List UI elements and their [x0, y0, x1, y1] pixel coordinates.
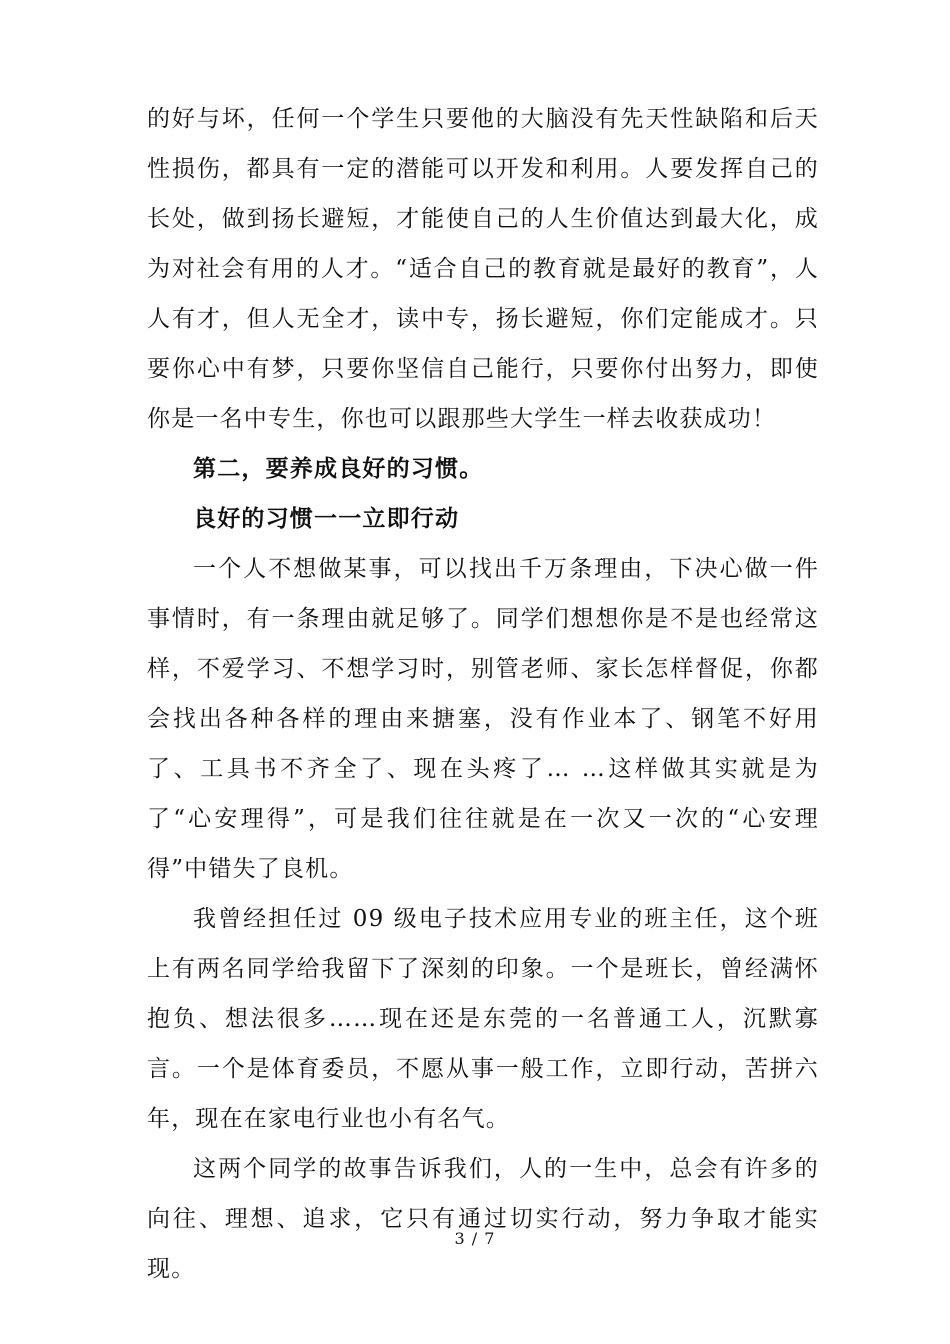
document-body	[147, 94, 819, 1294]
paragraph-continuation: 的好与坏，任何一个学生只要他的大脑没有先天性缺陷和后天性损伤，都具有一定的潜能可以开发和利用。人要发挥自己的长处，做到扬长避短，才能使自己的人生价值达到最大化，成为对社会有用的人才。“适合自己的教育就是最好的教育”，人人有才，但人无全才，读中专，扬长避短，你们定能成才。只要你心中有梦，只要你坚信自己能行，只要你付出努力，即使你是一名中专生，你也可以跟那些大学生一样去收获成功！	[147, 106, 819, 432]
paragraph-class-story: 我曾经担任过 09 级电子技术应用专业的班主任，这个班上有两名同学给我留下了深刻的印象。一个是班长，曾经满怀抱负、想法很多……现在还是东莞的一名普通工人，沉默寡言。一个是体育委员，不愿从事一般工作，立即行动，苦拼六年，现在在家电行业也小有名气。	[147, 906, 819, 1132]
paragraph-act-immediately: 一个人不想做某事，可以找出千万条理由，下决心做一件事情时，有一条理由就足够了。同学们想想你是不是也经常这样，不爱学习、不想学习时，别管老师、家长怎样督促，你都会找出各种各样的理由来搪塞，没有作业本了、钢笔不好用了、工具书不齐全了、现在头疼了… …这样做其实就是为了“心安理得”，可是我们往往就是在一次又一次的“心安理得”中错失了良机。	[147, 556, 819, 882]
section-heading: 第二，要养成良好的习惯。	[193, 455, 484, 482]
subsection-heading: 良好的习惯一一立即行动	[193, 505, 460, 532]
paragraph-conclusion: 这两个同学的故事告诉我们，人的一生中，总会有许多的向往、理想、追求，它只有通过切实行动，努力争取才能实现。	[147, 1156, 819, 1282]
page-number: 3 / 7	[454, 1229, 496, 1248]
